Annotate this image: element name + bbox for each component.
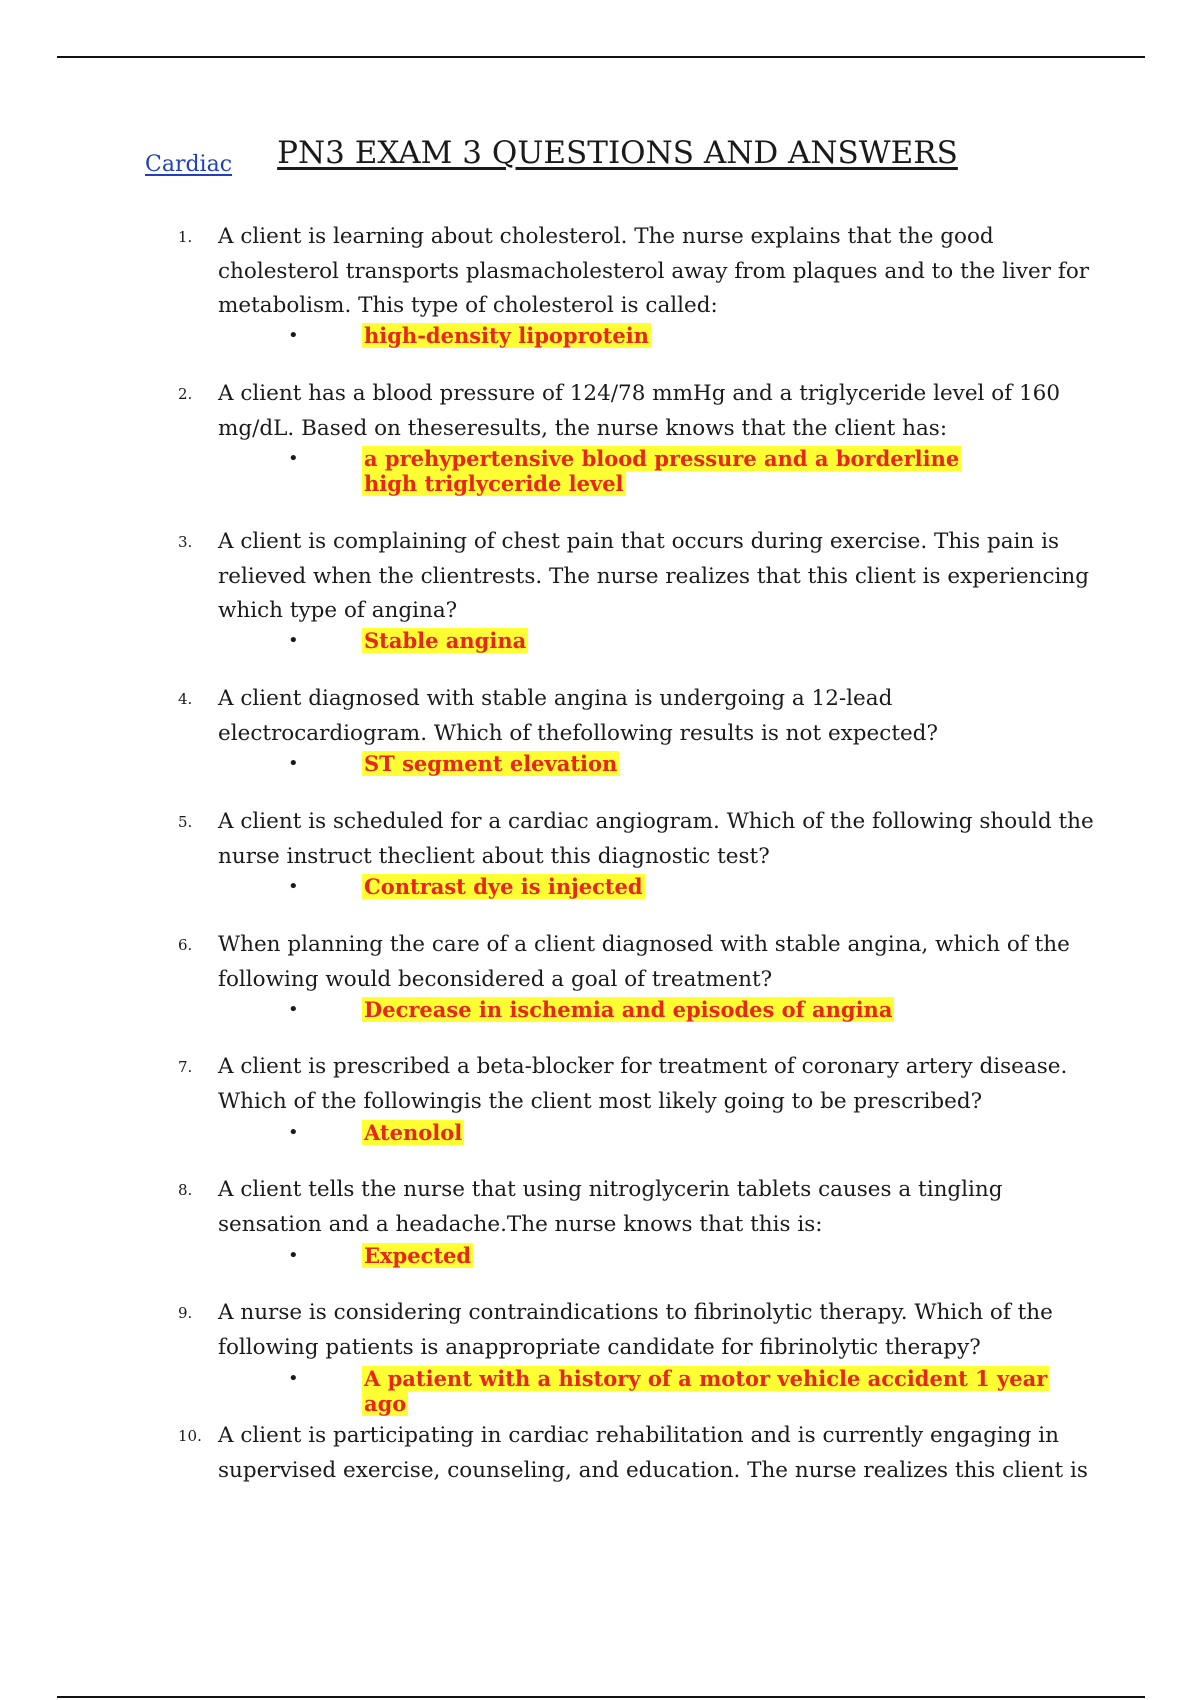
answer-highlight: A patient with a history of a motor vehicle accident 1 year ago: [364, 1366, 1048, 1416]
bullet-icon: •: [288, 325, 299, 346]
answer-text: [362, 1366, 1082, 1416]
answer-highlight: ST segment elevation: [364, 751, 618, 776]
bullet-icon: •: [288, 753, 299, 774]
bullet-icon: •: [288, 876, 299, 897]
bullet-icon: •: [288, 448, 299, 469]
answer-highlight: a prehypertensive blood pressure and a borderline high triglyceride level: [364, 446, 960, 496]
question-number: 8.: [178, 1181, 193, 1199]
question-text: A client is learning about cholesterol. The nurse explains that the good cholesterol transports plasmacholesterol away from plaques and to the liver for metabolism. This type of cholesterol is called:: [218, 224, 1090, 318]
bottom-rule: [57, 1696, 1145, 1698]
answer-highlight: Contrast dye is injected: [364, 874, 643, 899]
question-text: A nurse is considering contraindications to fibrinolytic therapy. Which of the following patients is anappropriate candidate for fibrinolytic therapy?: [218, 1300, 1053, 1360]
answer-text: [362, 446, 982, 496]
question-text: A client is scheduled for a cardiac angiogram. Which of the following should the nurse instruct theclient about this diagnostic test?: [218, 809, 1094, 869]
answer-text: [362, 323, 982, 348]
bullet-icon: •: [288, 630, 299, 651]
answer-text: [362, 997, 982, 1022]
answer-highlight: Stable angina: [364, 628, 527, 653]
question-number: 2.: [178, 385, 193, 403]
answer-highlight: Expected: [364, 1243, 472, 1268]
answer-text: [362, 1243, 982, 1268]
document-title: PN3 EXAM 3 QUESTIONS AND ANSWERS: [277, 134, 958, 171]
question-text: A client tells the nurse that using nitroglycerin tablets causes a tingling sensation and a headache.The nurse knows that this is:: [218, 1177, 1003, 1237]
question-text: A client diagnosed with stable angina is undergoing a 12-lead electrocardiogram. Which of thefollowing results is not expected?: [218, 686, 938, 746]
question-number: 10.: [178, 1427, 202, 1445]
answer-text: [362, 874, 982, 899]
question-text: A client is participating in cardiac rehabilitation and is currently engaging in supervised exercise, counseling, and education. The nurse realizes this client is: [218, 1423, 1088, 1483]
answer-text: [362, 1120, 982, 1145]
answer-highlight: high-density lipoprotein: [364, 323, 649, 348]
answer-text: [362, 751, 982, 776]
question-text: When planning the care of a client diagnosed with stable angina, which of the following would beconsidered a goal of treatment?: [218, 932, 1070, 992]
question-number: 6.: [178, 936, 193, 954]
bullet-icon: •: [288, 999, 299, 1020]
answer-text: [362, 628, 982, 653]
section-link-cardiac[interactable]: Cardiac: [145, 152, 233, 177]
answer-highlight: Decrease in ischemia and episodes of angina: [364, 997, 893, 1022]
question-number: 9.: [178, 1304, 193, 1322]
question-number: 5.: [178, 813, 193, 831]
question-text: A client is prescribed a beta-blocker for treatment of coronary artery disease. Which of the followingis the client most likely going to be prescribed?: [218, 1054, 1068, 1114]
bullet-icon: •: [288, 1245, 299, 1266]
bullet-icon: •: [288, 1122, 299, 1143]
question-number: 1.: [178, 228, 193, 246]
question-number: 7.: [178, 1058, 193, 1076]
question-text: A client is complaining of chest pain that occurs during exercise. This pain is relieved when the clientrests. The nurse realizes that this client is experiencing which type of angina?: [218, 529, 1090, 623]
bullet-icon: •: [288, 1368, 299, 1389]
answer-highlight: Atenolol: [364, 1120, 463, 1145]
question-number: 3.: [178, 533, 193, 551]
question-number: 4.: [178, 690, 193, 708]
question-text: A client has a blood pressure of 124/78 mmHg and a triglyceride level of 160 mg/dL. Based on theseresults, the nurse knows that the client has:: [218, 381, 1061, 441]
